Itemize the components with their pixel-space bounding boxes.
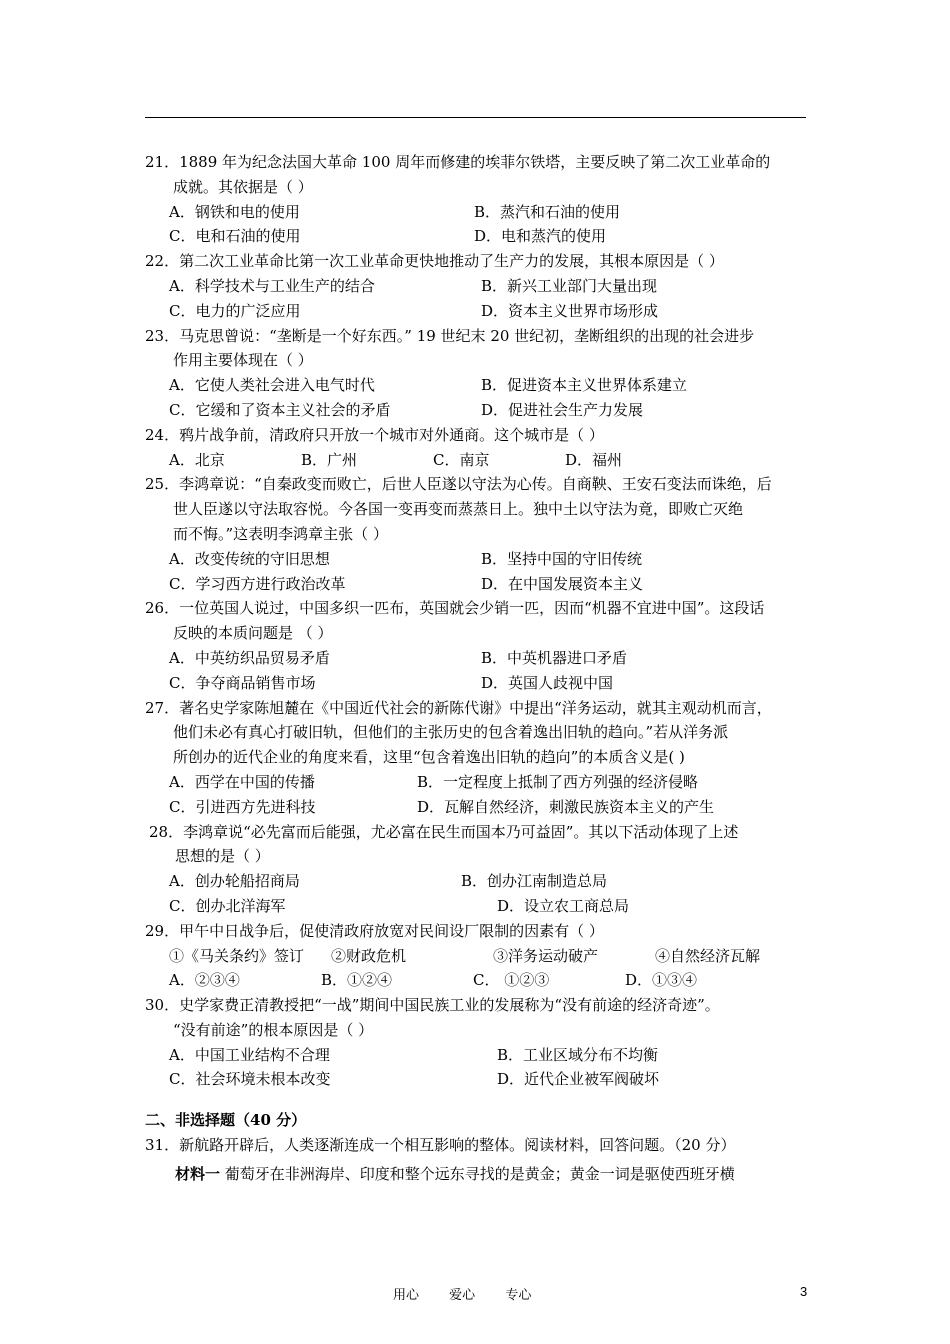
option-c[interactable]: C．社会环境未根本改变 [169,1070,331,1089]
section-title: 二、非选择题（40 分） [145,1111,307,1130]
option-row [145,547,855,572]
option-c[interactable]: C．创办北洋海军 [169,896,286,915]
option-a[interactable]: A．改变传统的守旧思想 [169,549,330,568]
option-row [145,869,855,894]
option-row [145,1067,855,1092]
question-stem: 成就。其依据是（ ） [173,177,313,196]
option-row [145,894,855,919]
option-c[interactable]: C．引进西方先进科技 [169,797,316,816]
question-stem: 世人臣遂以守法取容悦。今各国一变再变而蒸蒸日上。独中土以守法为竟，即败亡灭绝 [173,500,744,519]
question-stem: 23．马克思曾说：“垄断是一个好东西。” 19 世纪末 20 世纪初，垄断组织的出现的社会进步 [145,326,755,345]
question-stem: 21．1889 年为纪念法国大革命 100 周年而修建的埃菲尔铁塔，主要反映了第二次工业革命的 [145,153,771,171]
option-d[interactable]: D．电和蒸汽的使用 [474,227,607,246]
footer-motto: 爱心 [449,1288,476,1303]
option-row [145,646,855,671]
option-a[interactable]: A．中国工业结构不合理 [169,1045,330,1064]
question-stem: 而不悔。”这表明李鸿章主张（ ） [173,524,388,543]
question-stem: 反映的本质问题是 （ ） [173,624,333,643]
option-a[interactable]: A．②③④ [169,971,240,990]
header-rule [145,117,806,118]
option-d[interactable]: D．资本主义世界市场形成 [481,301,659,320]
option-c[interactable]: C．它缓和了资本主义社会的矛盾 [169,400,391,419]
question-24 [145,423,855,473]
option-row [145,373,855,398]
statement-2: ②财政危机 [331,946,407,965]
footer-motto: 专心 [505,1288,532,1303]
question-stem: 他们未必有真心打破旧轨，但他们的主张历史的包含着逸出旧轨的趋向。”若从洋务派 [173,723,729,742]
option-c[interactable]: C．南京 [433,450,490,469]
question-26 [145,596,855,695]
question-29 [145,919,855,993]
option-d[interactable]: D．近代企业被军阀破坏 [497,1070,660,1089]
question-stem: 24．鸦片战争前，清政府只开放一个城市对外通商。这个城市是（ ） [145,425,604,444]
option-d[interactable]: D．①③④ [625,971,698,990]
option-row [145,398,855,423]
page-number: 3 [800,1284,808,1299]
option-a[interactable]: A．创办轮船招商局 [169,872,300,891]
option-a[interactable]: A．西学在中国的传播 [169,772,315,791]
option-b[interactable]: B．中英机器进口矛盾 [481,648,628,667]
option-c[interactable]: C．电和石油的使用 [169,227,301,246]
question-30 [145,993,855,1092]
option-d[interactable]: D．设立农工商总局 [497,896,630,915]
option-row [145,200,855,225]
question-23 [145,324,855,423]
option-row [145,770,855,795]
option-a[interactable]: A．钢铁和电的使用 [169,202,300,221]
option-row [145,448,855,473]
option-d[interactable]: D．英国人歧视中国 [481,673,614,692]
option-b[interactable]: B．一定程度上抵制了西方列强的经济侵略 [417,772,699,791]
footer-motto: 用心 [393,1288,420,1303]
option-row [145,299,855,324]
option-row [145,795,855,820]
question-stem: 30．史学家费正清教授把“一战”期间中国民族工业的发展称为“没有前途的经济奇迹”。 [145,996,720,1015]
statement-1: ①《马关条约》签订 [169,946,305,965]
option-row [145,274,855,299]
option-a[interactable]: A．中英纺织品贸易矛盾 [169,648,330,667]
option-a[interactable]: A．科学技术与工业生产的结合 [169,276,375,295]
option-row [145,572,855,597]
question-stem: 思想的是（ ） [175,847,270,866]
statement-3: ③洋务运动破产 [493,946,599,965]
option-row [145,671,855,696]
question-stem: 28．李鸿章说“必先富而后能强，尤必富在民生而国本乃可益固”。其以下活动体现了上述 [149,822,739,841]
question-28 [145,820,855,919]
question-31-stem: 31．新航路开辟后，人类逐渐连成一个相互影响的整体。阅读材料，回答问题。（20 分） [145,1136,736,1155]
question-stem: 所创办的近代企业的角度来看，这里“包含着逸出旧轨的趋向”的本质含义是( ) [173,748,685,767]
question-21 [145,150,855,249]
question-22 [145,249,855,323]
option-b[interactable]: B．创办江南制造总局 [461,872,608,891]
option-b[interactable]: B．①②④ [321,971,393,990]
option-a[interactable]: A．它使人类社会进入电气时代 [169,376,375,395]
option-row [145,224,855,249]
option-b[interactable]: B．蒸汽和石油的使用 [474,202,621,221]
option-d[interactable]: D．福州 [565,450,623,469]
option-b[interactable]: B．广州 [301,450,358,469]
option-d[interactable]: D．在中国发展资本主义 [481,574,644,593]
option-d[interactable]: D．瓦解自然经济，刺激民族资本主义的产生 [417,797,715,816]
option-b[interactable]: B．工业区域分布不均衡 [497,1045,659,1064]
statement-row [145,944,855,969]
question-stem: 26．一位英国人说过，中国多织一匹布，英国就会少销一匹，因而“机器不宜进中国”。这段话 [145,599,765,618]
question-stem: 作用主要体现在（ ） [173,351,313,370]
footer-mottos [393,1284,557,1303]
question-25 [145,472,855,596]
option-b[interactable]: B．坚持中国的守旧传统 [481,549,643,568]
option-b[interactable]: B．新兴工业部门大量出现 [481,276,658,295]
option-b[interactable]: B．促进资本主义世界体系建立 [481,376,688,395]
question-stem: “没有前途”的根本原因是（ ） [173,1020,374,1039]
option-c[interactable]: C． ①②③ [473,971,550,990]
option-row [145,1043,855,1068]
question-27 [145,696,855,820]
material-text: 葡萄牙在非洲海岸、印度和整个远东寻找的是黄金；黄金一词是驱使西班牙横 [220,1164,735,1183]
statement-4: ④自然经济瓦解 [655,946,761,965]
question-stem: 25．李鸿章说：“自秦政变而败亡，后世人臣遂以守法为心传。自商鞅、王安石变法而诛绝，后 [145,475,772,494]
option-d[interactable]: D．促进社会生产力发展 [481,400,644,419]
exam-content [145,150,855,1187]
option-row [145,968,855,993]
option-c[interactable]: C．学习西方进行政治改革 [169,574,346,593]
option-a[interactable]: A．北京 [169,450,225,469]
question-stem: 27．著名史学家陈旭麓在《中国近代社会的新陈代谢》中提出“洋务运动，就其主观动机而言， [145,698,772,717]
material-label: 材料一 [175,1164,221,1183]
option-c[interactable]: C．电力的广泛应用 [169,301,301,320]
option-c[interactable]: C．争夺商品销售市场 [169,673,316,692]
material-one [145,1162,855,1187]
question-stem: 29．甲午中日战争后，促使清政府放宽对民间设厂限制的因素有（ ） [145,921,604,940]
question-stem: 22．第二次工业革命比第一次工业革命更快地推动了生产力的发展，其根本原因是（ ） [145,252,724,271]
